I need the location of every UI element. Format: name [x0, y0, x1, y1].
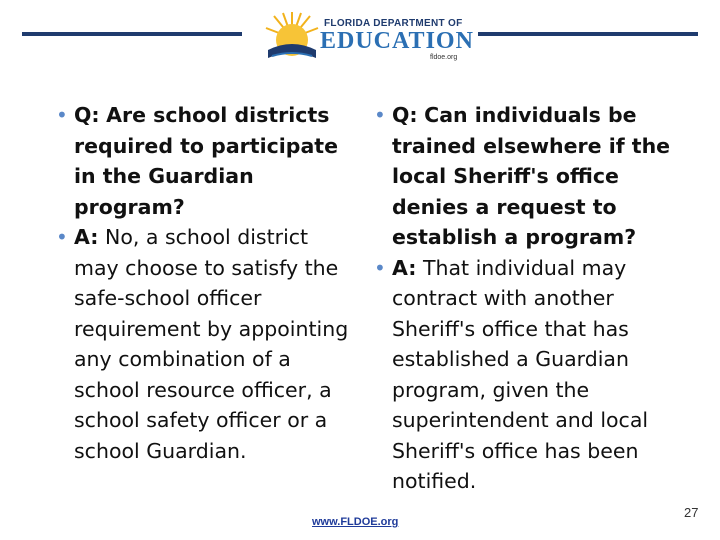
sun-emblem-icon [262, 8, 322, 66]
question-label: Q: [392, 103, 418, 127]
logo-site-text: fldoe.org [430, 54, 458, 61]
header-rule-right [478, 32, 698, 36]
left-question [54, 100, 354, 222]
right-question [372, 100, 672, 253]
page-number: 27 [684, 505, 699, 520]
bullet-icon: • [56, 103, 68, 127]
logo-education-text: EDUCATION [320, 28, 474, 54]
answer-text: That individual may contract with another Sheriff's office that has established a Guardian program, given the superintendent and local Sheriff's office has been notified. [392, 255, 649, 493]
right-answer [372, 253, 672, 497]
question-label: Q: [74, 103, 100, 127]
fldoe-logo [262, 8, 474, 66]
fldoe-website-link[interactable]: www.FLDOE.org [312, 516, 399, 528]
logo-department-text: FLORIDA DEPARTMENT OF [324, 18, 463, 29]
answer-text: No, a school district may choose to satisfy the safe-school officer requirement by appointing any combination of a school resource officer, a school safety officer or a school Guardian. [74, 225, 349, 463]
question-text: Can individuals be trained elsewhere if the local Sheriff's office denies a request to establish a program? [392, 103, 671, 249]
answer-label: A: [392, 255, 417, 280]
left-column [54, 100, 354, 466]
bullet-icon: • [374, 103, 386, 127]
left-answer [54, 222, 354, 466]
right-column [372, 100, 672, 497]
answer-label: A: [74, 225, 99, 249]
header-rule-left [22, 32, 242, 36]
bullet-icon: • [56, 225, 68, 249]
bullet-icon: • [374, 255, 386, 280]
question-text: Are school districts required to participate in the Guardian program? [74, 103, 338, 219]
